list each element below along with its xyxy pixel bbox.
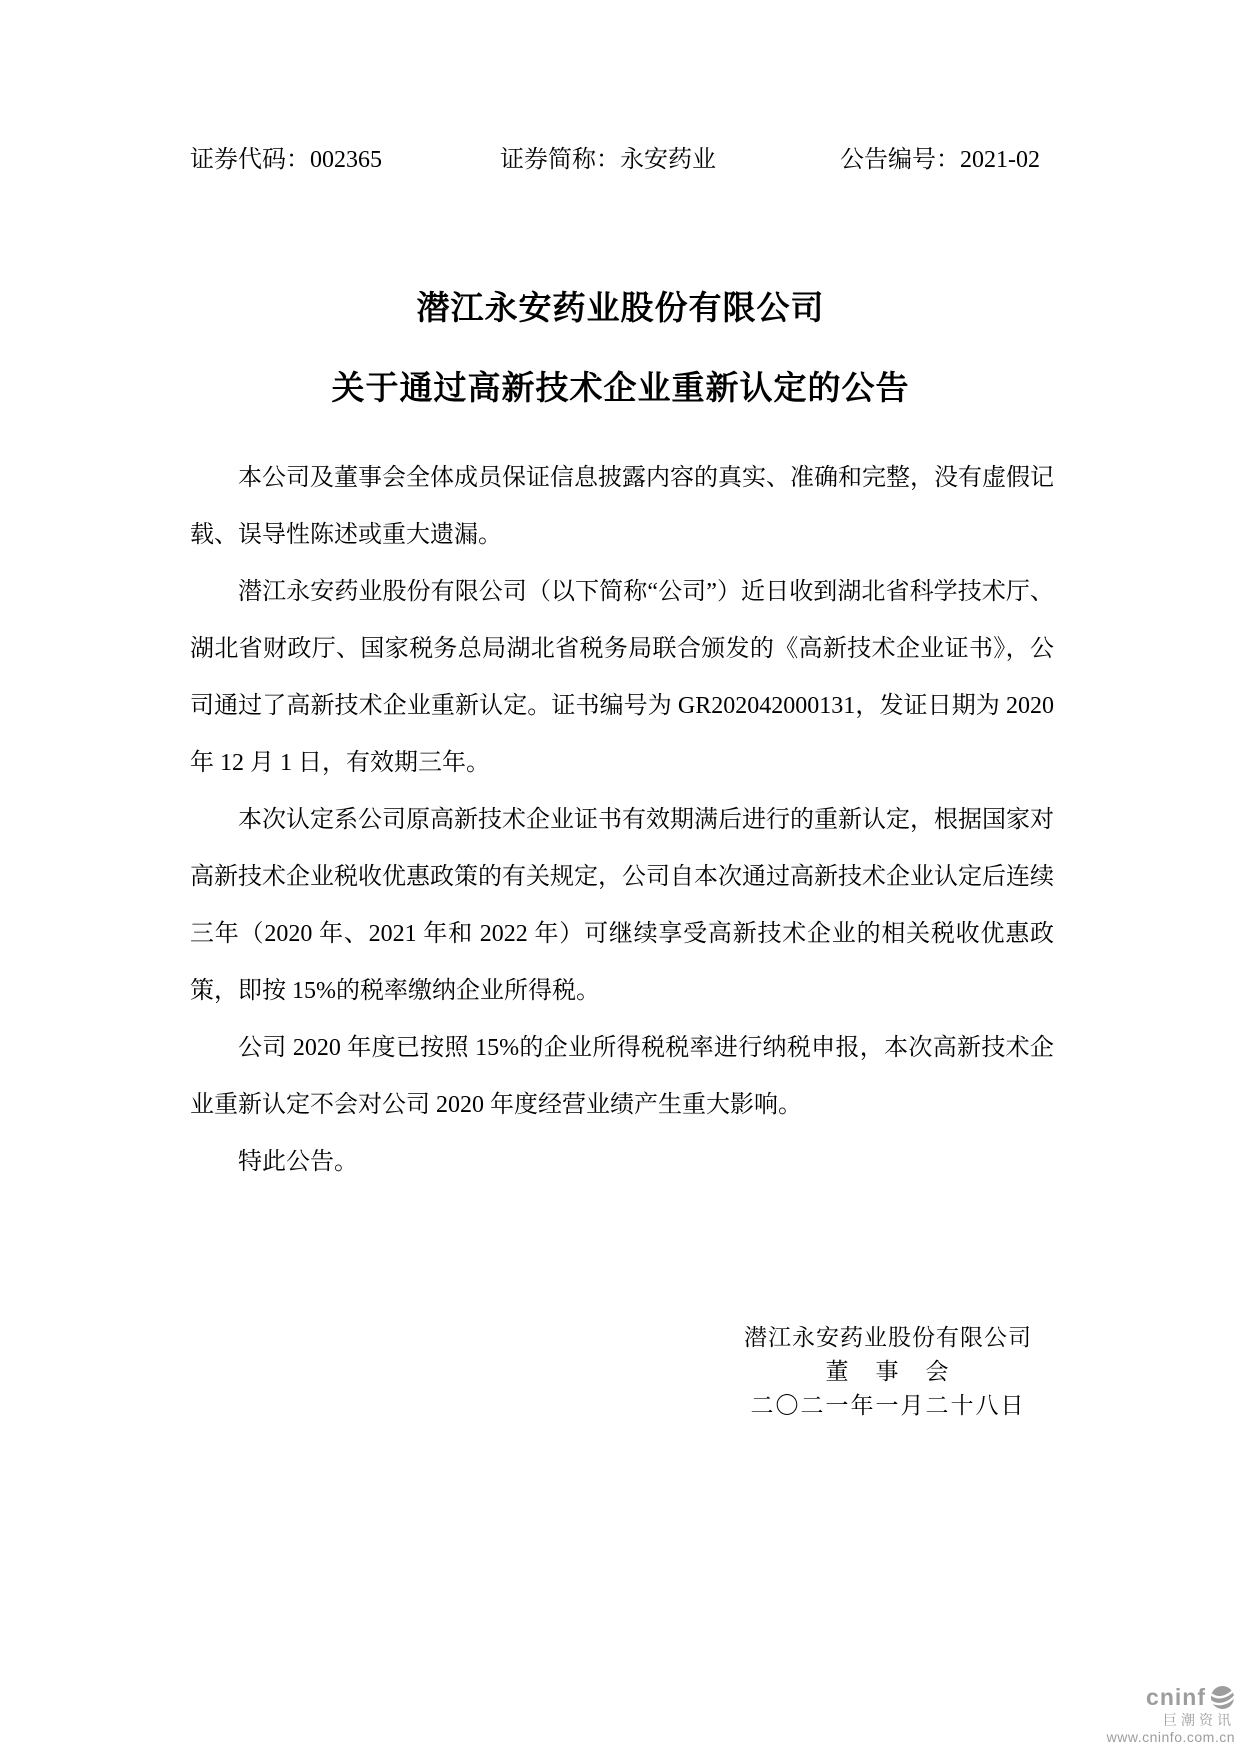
paragraph-tax-policy: 本次认定系公司原高新技术企业证书有效期满后进行的重新认定，根据国家对高新技术企业税收优惠政策的有关规定，公司自本次通过高新技术企业认定后连续三年（2020 年、2021 年和 2022 年）可继续享受高新技术企业的相关税收优惠政策，即按 15%的税率缴纳企业所得税。 [190,807,1054,1004]
cninfo-url: www.cninfo.com.cn [1106,1729,1235,1745]
signature-date: 二〇二一年一月二十八日 [750,1393,1026,1418]
stock-short-name: 证券简称：永安药业 [500,147,716,173]
paragraph-impact: 公司 2020 年度已按照 15%的企业所得税税率进行纳税申报，本次高新技术企业重新认定不会对公司 2020 年度经营业绩产生重大影响。 [190,1035,1054,1118]
paragraph-certificate-received: 潜江永安药业股份有限公司（以下简称“公司”）近日收到湖北省科学技术厅、湖北省财政厅、国家税务总局湖北省税务局联合颁发的《高新技术企业证书》，公司通过了高新技术企业重新认定。证书编号为 GR202042000131，发证日期为 2020 年 12 月 1 日，有效期三年。 [190,579,1054,776]
title-company-name: 潜江永安药业股份有限公司 [416,289,825,326]
announcement-body [190,450,1054,1191]
announcement-number: 公告编号：2021-02 [840,147,1040,173]
cninfo-watermark [1107,1685,1235,1744]
stock-code: 证券代码：002365 [190,147,382,173]
cninfo-logo-text: cninf [1146,1684,1206,1710]
signature-block [718,1321,1058,1423]
closing-statement: 特此公告。 [238,1149,358,1175]
signature-board: 董 事 会 [825,1359,951,1384]
cninfo-swirl-icon [1210,1685,1235,1710]
document-header [190,144,1054,176]
cninfo-brand-cn: 巨潮资讯 [1163,1712,1235,1728]
title-announcement-subject: 关于通过高新技术企业重新认定的公告 [331,369,910,406]
signature-company: 潜江永安药业股份有限公司 [744,1325,1032,1350]
board-guarantee-statement: 本公司及董事会全体成员保证信息披露内容的真实、准确和完整，没有虚假记载、误导性陈述或重大遗漏。 [190,465,1054,548]
